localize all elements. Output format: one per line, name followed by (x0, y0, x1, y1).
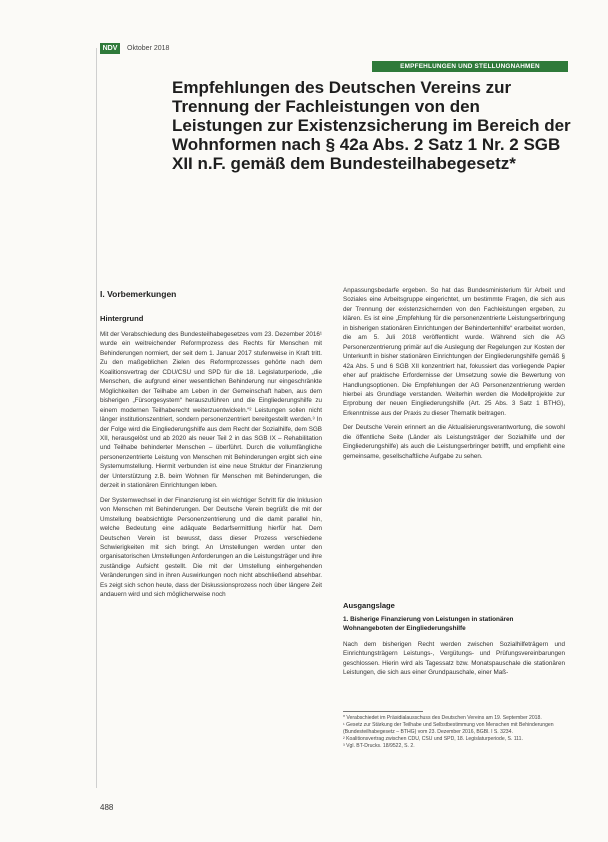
right-paragraph-1: Anpassungsbedarfe ergeben. So hat das Bundesministerium für Arbeit und Soziales eine Arbeitsgruppe eingerichtet, um bestimmte Fragen, die sich aus der Trennung der existenzsichernden von den Fachleistungen ergeben, zu klären. Es ist eine „Empfehlung für die personenzentrierte Leistungserbringung in bisherigen stationären Einrichtungen der Behindertenhilfe“ erarbeitet worden, die am 5. Juli 2018 veröffentlicht wurde. Während sich die AG Personenzentrierung primär auf die Auslegung der Regelungen zur Kosten der Unterkunft in bisher stationären Einrichtungen der Eingliederungshilfe gemäß § 42a Abs. 5 und 6 SGB XII konzentriert hat, fokussiert das vorliegende Papier eher auf praktische Erfordernisse der Umsetzung sowie die Bewertung von Handlungsoptionen. Die Empfehlungen der AG Personenzentrierung werden hierbei als Grundlage verstanden. Weiterhin werden die Modellprojekte zur Erprobung der neuen Eingliederungshilfe (Art. 25 Abs. 3 Satz 1 BTHG), Erkenntnisse aus der Praxis zu dieser Thematik beitragen. (343, 287, 565, 417)
right-paragraph-2: Der Deutsche Verein erinnert an die Aktualisierungsverantwortung, die sowohl die öffentliche Seite (Länder als Leistungsträger der Sozialhilfe und der Eingliederungshilfe) als auch die Leistungserbringer betrifft, und empfiehlt eine gemeinsame, gesellschaftliche Aufgabe zu sehen. (343, 424, 565, 460)
category-banner: EMPFEHLUNGEN UND STELLUNGNAHMEN (372, 61, 568, 72)
left-paragraph-1: Mit der Verabschiedung des Bundesteilhabegesetzes vom 23. Dezember 2016¹ wurde ein weitreichender Reformprozess des Rechts für Menschen mit Behinderungen normiert, der seit dem 1. Januar 2017 stufenweise in Kraft tritt. Zu den maßgeblichen Zielen des Reformprozesses gehörte nach dem Koalitionsvertrag der CDU/CSU und SPD für die 18. Legislaturperiode, „die Menschen, die aufgrund einer wesentlichen Behinderung nur eingeschränkte Möglichkeiten der Teilhabe am Leben in der Gemeinschaft haben, aus dem bisherigen „Fürsorgesystem“ herauszuführen und die Eingliederungshilfe zu einem modernen Teilhaberecht weiterzuentwickeln.“² Leistungen sollen nicht länger institutionszentriert, sondern personenzentriert bereitgestellt werden.³ In der Folge wird die Eingliederungshilfe aus dem Recht der Sozialhilfe, dem SGB XII, herausgelöst und ab 2020 als neuer Teil 2 in das SGB IX – Rehabilitation und Teilhabe behinderter Menschen – überführt. Durch die vollumfängliche personenzentrierte Leistung von Menschen mit Behinderungen ergibt sich eine Systemumstellung. Hiermit verbunden ist eine neue Struktur der Finanzierung der Unterstützung z.B. beim Wohnen für Menschen mit Behinderungen, die derzeit in stationären Einrichtungen leben. (100, 331, 322, 490)
right-column (343, 286, 565, 461)
subheading-ausgangslage: Ausgangslage (343, 601, 395, 610)
footnote-3: ³ Vgl. BT-Drucks. 18/9522, S. 2. (343, 743, 415, 750)
right-paragraph-3: Nach dem bisherigen Recht werden zwischen Sozialhilfeträgern und Einrichtungsträgern Leistungs-, Vergütungs- und Prüfungsvereinbarungen geschlossen. Hierin wird als Tagessatz bzw. Monatspauschale die stationären Leistungen, die sich aus einer Grundpauschale, einer Maß- (343, 641, 565, 677)
numbered-heading (343, 615, 565, 633)
issue-date: Oktober 2018 (127, 45, 170, 52)
numbered-heading-text: 1. Bisherige Finanzierung von Leistungen in stationären Wohnangeboten der Eingliederungshilfe (343, 616, 514, 632)
subheading-hintergrund: Hintergrund (100, 314, 144, 323)
left-paragraph-2: Der Systemwechsel in der Finanzierung ist ein wichtiger Schritt für die Inklusion von Menschen mit Behinderungen. Der Deutsche Verein begrüßt die mit der Umstellung beabsichtigte Personenzentrierung und die damit parallel hin, welche Bedeutung eine adäquate Bedarfsermittlung hierfür hat. Dem Deutschen Verein ist bewusst, dass dieser Prozess verschiedene Schwierigkeiten mit sich bringt. An Umstellungen werden unter den organisatorischen Umstellungen Anforderungen an die Leistungsträger und ihre zuständige Aufsicht gestellt. Die mit der Umstellung einhergehenden Veränderungen sind in ihren Auswirkungen noch nicht abschließend absehbar. Es zeigt sich schon heute, dass der Diskussionsprozess noch über längere Zeit andauern wird und sich möglicherweise noch (100, 496, 322, 599)
page-number: 488 (100, 803, 114, 812)
right-column-continued (343, 640, 565, 678)
journal-badge: NDV (100, 43, 120, 54)
section-heading: I. Vorbemerkungen (100, 289, 177, 299)
margin-rule (96, 48, 97, 788)
left-column (100, 330, 322, 600)
article-title: Empfehlungen des Deutschen Vereins zur Trennung der Fachleistungen von den Leistungen zur Existenzsicherung im Bereich der Wohnformen nach § 42a Abs. 2 Satz 1 Nr. 2 SGB XII n.F. gemäß dem Bundesteilhabegesetz* (172, 78, 571, 173)
footnotes (343, 715, 565, 750)
footnote-1: ¹ Gesetz zur Stärkung der Teilhabe und Selbstbestimmung von Menschen mit Behinderungen (Bundesteilhabegesetz – BTHG) vom 23. Dezember 2016, BGBl. I S. 3234. (343, 722, 554, 735)
footnote-star: * Verabschiedet im Präsidialausschuss des Deutschen Vereins am 19. September 2018. (343, 715, 542, 721)
footnote-rule (343, 711, 423, 712)
footnote-2: ² Koalitionsvertrag zwischen CDU, CSU und SPD, 18. Legislaturperiode, S. 111. (343, 735, 523, 742)
